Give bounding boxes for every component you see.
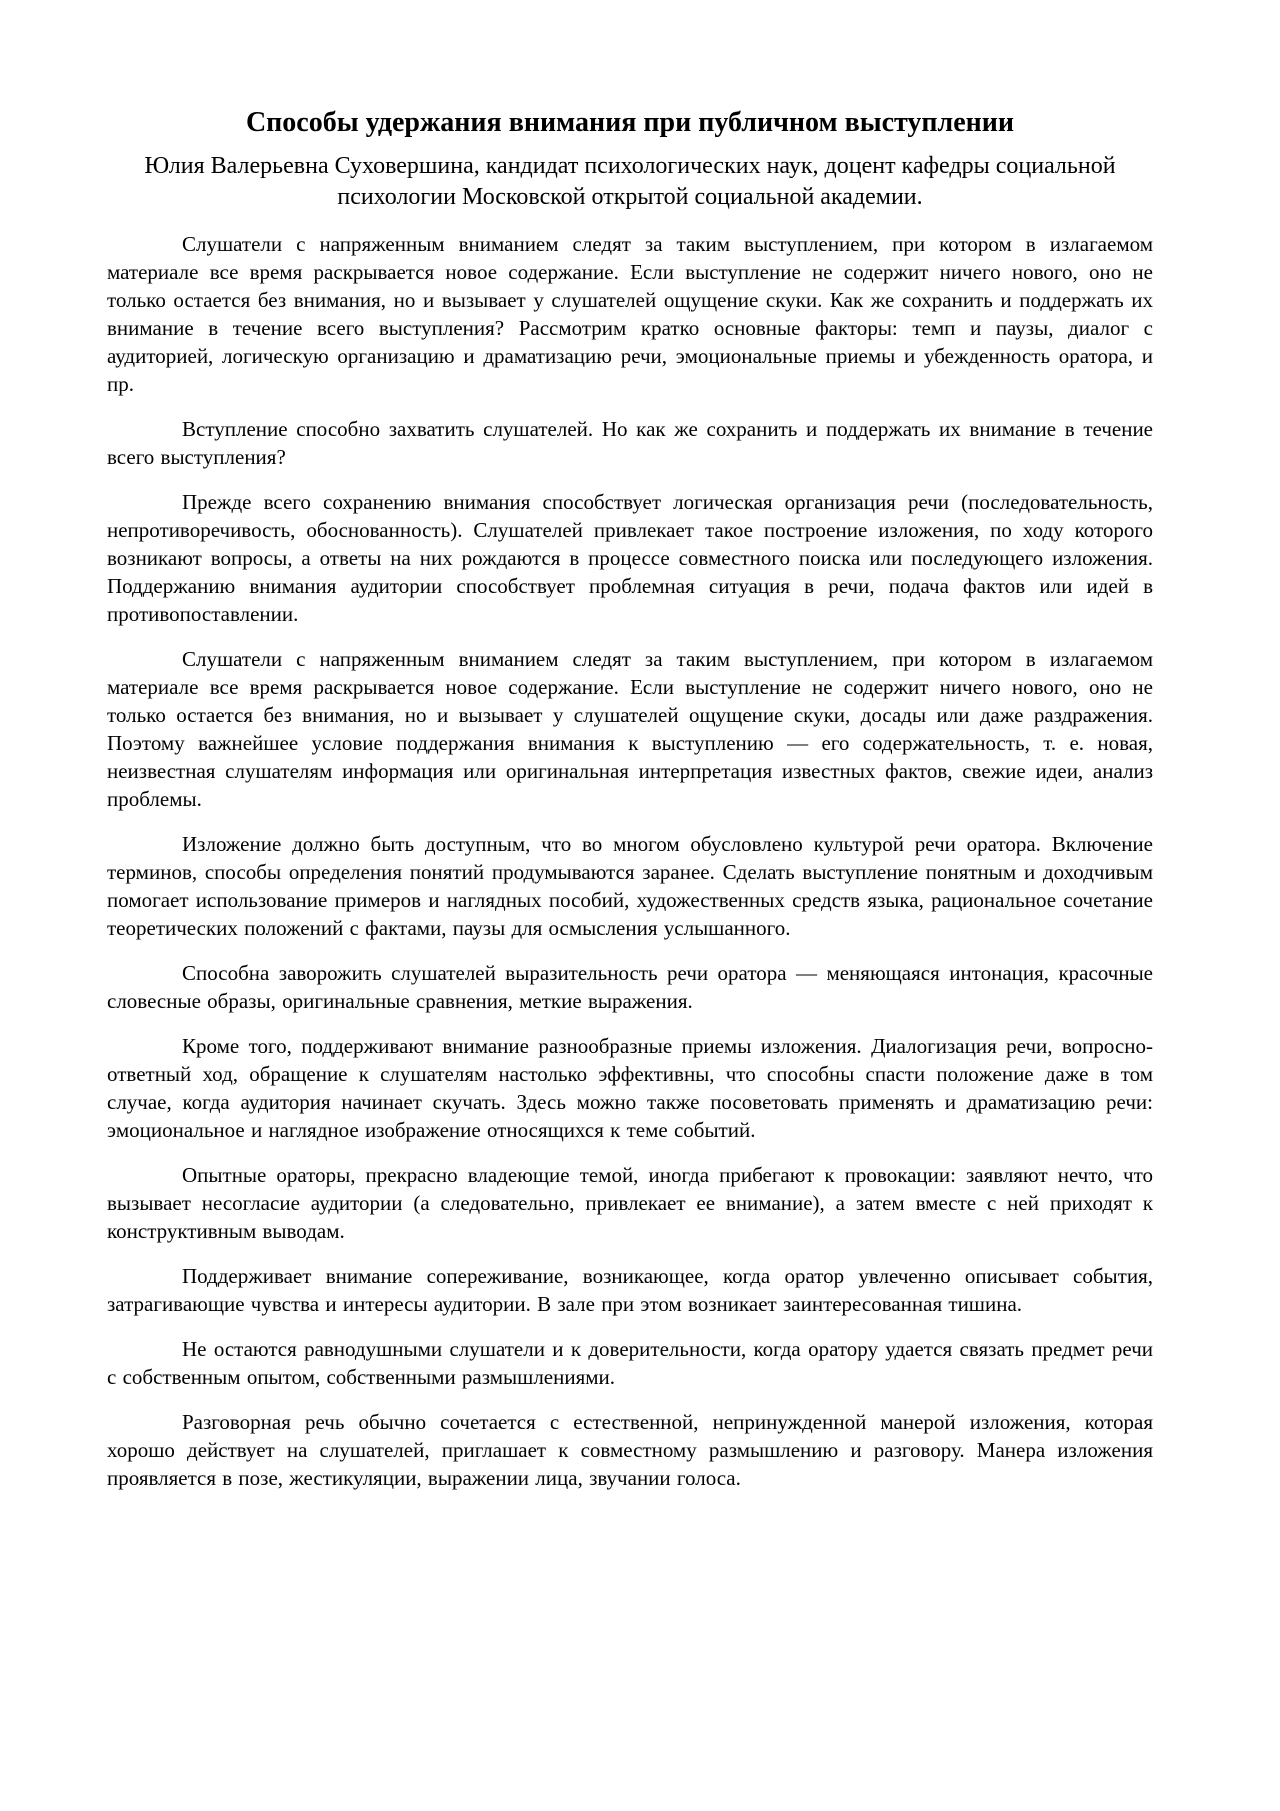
document-body	[107, 230, 1153, 1492]
paragraph: Поддерживает внимание сопереживание, возникающее, когда оратор увлеченно описывает события, затрагивающие чувства и интересы аудитории. В зале при этом возникает заинтересованная тишина.	[107, 1264, 1153, 1316]
paragraph: Кроме того, поддерживают внимание разнообразные приемы изложения. Диалогизация речи, вопросно-ответный ход, обращение к слушателям настолько эффективны, что способны спасти положение даже в том случае, когда аудитория начинает скучать. Здесь можно также посоветовать применять и драматизацию речи: эмоциональное и наглядное изображение относящихся к теме событий.	[107, 1034, 1153, 1142]
paragraph: Вступление способно захватить слушателей. Но как же сохранить и поддержать их внимание в течение всего выступления?	[107, 417, 1153, 469]
paragraph: Слушатели с напряженным вниманием следят за таким выступлением, при котором в излагаемом материале все время раскрывается новое содержание. Если выступление не содержит ничего нового, оно не только остается без внимания, но и вызывает у слушателей ощущение скуки. Как же сохранить и поддержать их внимание в течение всего выступления? Рассмотрим кратко основные факторы: темп и паузы, диалог с аудиторией, логическую организацию и драматизацию речи, эмоциональные приемы и убежденность оратора, и пр.	[107, 232, 1153, 396]
document-title: Способы удержания внимания при публичном выступлении	[245, 107, 1015, 138]
paragraph: Изложение должно быть доступным, что во многом обусловлено культурой речи оратора. Включение терминов, способы определения понятий продумываются заранее. Сделать выступление понятным и доходчивым помогает использование примеров и наглядных пособий, художественных средств языка, рациональное сочетание теоретических положений с фактами, паузы для осмысления услышанного.	[107, 832, 1153, 940]
paragraph: Разговорная речь обычно сочетается с естественной, непринужденной манерой изложения, которая хорошо действует на слушателей, приглашает к совместному размышлению и разговору. Манера изложения проявляется в позе, жестикуляции, выражении лица, звучании голоса.	[107, 1410, 1153, 1490]
paragraph: Опытные ораторы, прекрасно владеющие темой, иногда прибегают к провокации: заявляют нечто, что вызывает несогласие аудитории (а следовательно, привлекает ее внимание), а затем вместе с ней приходят к конструктивным выводам.	[107, 1163, 1153, 1243]
author-byline: Юлия Валерьевна Суховершина, кандидат психологических наук, доцент кафедры социальной психологии Московской открытой социальной академии.	[144, 153, 1116, 210]
paragraph: Не остаются равнодушными слушатели и к доверительности, когда оратору удается связать предмет речи с собственным опытом, собственными размышлениями.	[107, 1337, 1153, 1389]
paragraph: Прежде всего сохранению внимания способствует логическая организация речи (последовательность, непротиворечивость, обоснованность). Слушателей привлекает такое построение изложения, по ходу которого возникают вопросы, а ответы на них рождаются в процессе совместного поиска или последующего изложения. Поддержанию внимания аудитории способствует проблемная ситуация в речи, подача фактов или идей в противопоставлении.	[107, 490, 1153, 626]
paragraph: Слушатели с напряженным вниманием следят за таким выступлением, при котором в излагаемом материале все время раскрывается новое содержание. Если выступление не содержит ничего нового, оно не только остается без внимания, но и вызывает у слушателей ощущение скуки, досады или даже раздражения. Поэтому важнейшее условие поддержания внимания к выступлению — его содержательность, т. е. новая, неизвестная слушателям информация или оригинальная интерпретация известных фактов, свежие идеи, анализ проблемы.	[107, 647, 1153, 811]
paragraph: Способна заворожить слушателей выразительность речи оратора — меняющаяся интонация, красочные словесные образы, оригинальные сравнения, меткие выражения.	[107, 961, 1153, 1013]
